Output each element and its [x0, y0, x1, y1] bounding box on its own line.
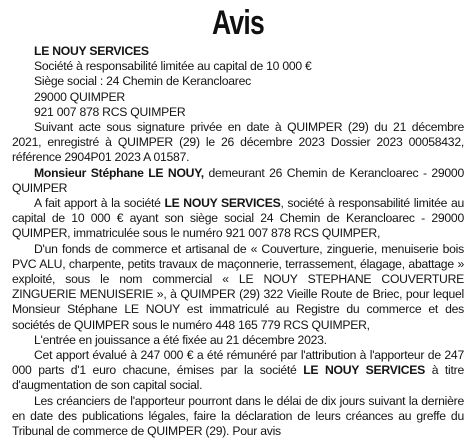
contribution-intro: A fait apport à la société: [34, 196, 165, 211]
notice-title: Avis: [212, 4, 264, 42]
valuation-company: LE NOUY SERVICES: [303, 363, 426, 378]
valuation-paragraph: [12, 348, 464, 394]
valuation-intro: Cet apport évalué à 247 000 € a été rémunéré par l'attribution à l'apporteur de 247 000 parts d'1 euro chacune, émises par la société: [12, 348, 464, 378]
contribution-rest: , société à responsabilité limitée au capital de 10 000 € ayant son siège social 24 Chemin de Kerancloarec - 29000 QUIMPER, immatriculée sous le numéro 921 007 878 RCS QUIMPER,: [12, 196, 464, 241]
company-form: Société à responsabilité limitée au capital de 10 000 €: [34, 59, 312, 74]
contribution-paragraph: [12, 196, 464, 242]
registered-office: Siège social : 24 Chemin de Kerancloarec: [34, 74, 251, 89]
deed-paragraph: Suivant acte sous signature privée en date à QUIMPER (29) du 21 décembre 2021, enregistré à QUIMPER (29) le 26 décembre 2023 Dossier 2023 00058432, référence 2904P01 2023 A 01587.: [12, 120, 464, 165]
contribution-company: LE NOUY SERVICES: [164, 196, 281, 211]
contributor-address: demeurant 26 Chemin de Kerancloarec - 29000 QUIMPER: [12, 165, 464, 195]
entry-date: L'entrée en jouissance a été fixée au 21 décembre 2023.: [34, 332, 327, 347]
valuation-rest: à titre d'augmentation de son capital social.: [12, 363, 464, 393]
business-description: D'un fonds de commerce et artisanal de « Couverture, zinguerie, menuiserie bois PVC ALU, charpente, petits travaux de maçonnerie, terrassement, élagage, abattage » exploité, sous le nom commercial « LE NOUY STEPHANE COUVERTURE ZINGUERIE MENUISERIE », à QUIMPER (29) 322 Vieille Route de Briec, pour lequel Monsieur Stéphane LE NOUY est immatriculé au Registre du commerce et des sociétés de QUIMPER sous le numéro 448 165 779 RCS QUIMPER,: [12, 241, 464, 332]
contributor-name: Monsieur Stéphane LE NOUY,: [34, 165, 204, 180]
contributor-paragraph: [12, 166, 464, 196]
company-details: [12, 59, 464, 120]
creditors-paragraph: Les créanciers de l'apporteur pourront dans le délai de dix jours suivant la dernière en date des publications légales, faire la déclaration de leurs créances au greffe du Tribunal de commerce de QUIMPER (29). Pour avis: [12, 393, 464, 439]
company-name: LE NOUY SERVICES: [34, 44, 149, 58]
registration-number: 921 007 878 RCS QUIMPER: [34, 104, 186, 119]
postal-code-city: 29000 QUIMPER: [34, 89, 125, 104]
